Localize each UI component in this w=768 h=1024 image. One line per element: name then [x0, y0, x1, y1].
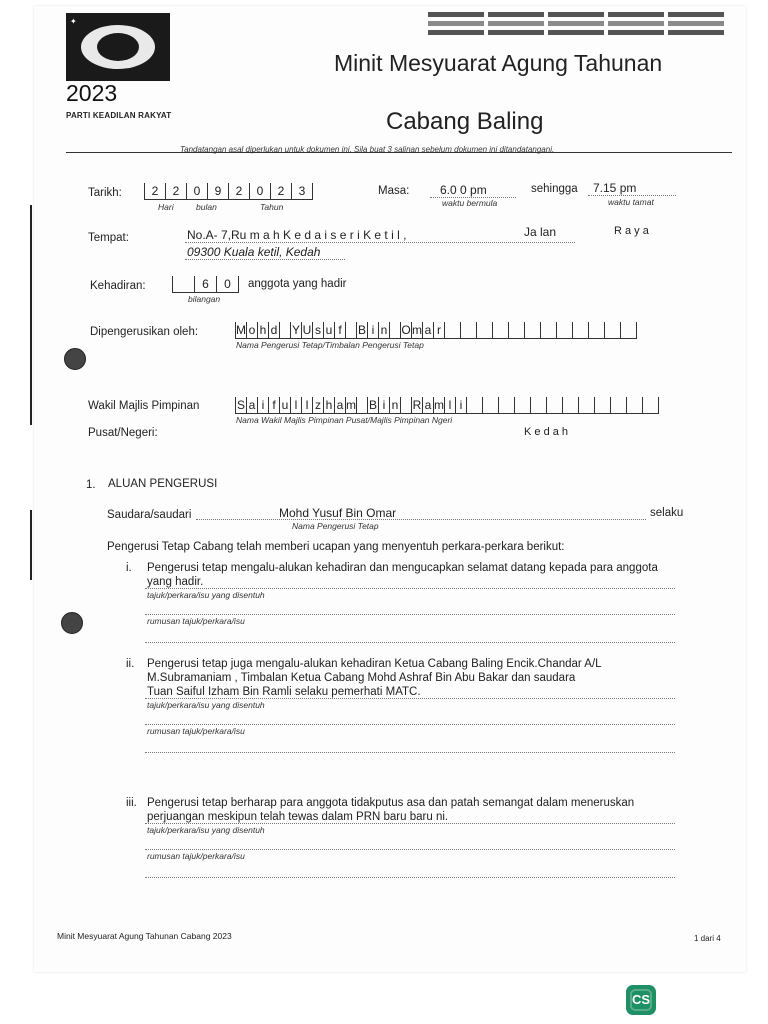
- punch-hole-2: [61, 612, 83, 634]
- char-cell: 6: [195, 276, 217, 293]
- masa-end-caption: waktu tamat: [608, 197, 654, 207]
- margin-mark-2: [30, 510, 32, 580]
- punch-hole: [64, 348, 86, 370]
- char-cell: s: [313, 322, 324, 339]
- pengerusi-label: Dipengerusikan oleh:: [90, 326, 199, 338]
- char-cell: [611, 397, 627, 414]
- char-cell: [605, 322, 621, 339]
- item-number: i.: [126, 562, 132, 574]
- wakil-label-2: Pusat/Negeri:: [88, 427, 158, 439]
- masa-label: Masa:: [378, 185, 410, 197]
- masa-end[interactable]: 7.15 pm: [593, 181, 637, 195]
- tahun-caption: Tahun: [260, 202, 284, 212]
- char-cell: i: [368, 322, 379, 339]
- char-cell: [589, 322, 605, 339]
- char-cell: [509, 322, 525, 339]
- camscanner-badge: CS: [626, 985, 656, 1015]
- char-cell: 2: [271, 183, 292, 200]
- tempat-jalan: Ja lan: [524, 225, 557, 239]
- char-cell: [357, 397, 368, 414]
- char-cell: a: [247, 397, 258, 414]
- kehadiran-field[interactable]: [172, 276, 239, 293]
- section-intro: Pengerusi Tetap Cabang telah memberi ucapan yang menyentuh perkara-perkara berikut:: [107, 541, 565, 553]
- char-cell: R: [412, 398, 422, 412]
- party-logo: ✦: [66, 13, 170, 81]
- char-cell: [483, 397, 499, 414]
- masa-start-caption: waktu bermula: [442, 198, 498, 208]
- char-cell: [515, 397, 531, 414]
- tempat-line1[interactable]: No.A- 7,Ru m a h K e d a i s e r i K e t i l ,: [187, 228, 407, 242]
- char-cell: d: [269, 322, 280, 339]
- char-cell: [573, 322, 589, 339]
- char-cell: 2: [145, 183, 166, 200]
- char-cell: l: [445, 397, 456, 414]
- char-cell: [280, 322, 291, 339]
- hari-caption: Hari: [158, 202, 174, 212]
- item-line-1[interactable]: Pengerusi tetap mengalu-alukan kehadiran dan mengucapkan selamat datang kepada para anggota: [147, 562, 658, 574]
- tempat-raya: R a y a: [614, 225, 649, 237]
- party-name: PARTI KEADILAN RAKYAT: [66, 111, 172, 120]
- char-cell: [401, 397, 412, 414]
- char-cell: [531, 397, 547, 414]
- sehingga-label: sehingga: [531, 183, 578, 195]
- char-cell: B: [357, 323, 366, 337]
- tarikh-label: Tarikh:: [88, 187, 122, 199]
- char-cell: O: [401, 323, 411, 337]
- tarikh-field[interactable]: [144, 183, 313, 200]
- char-cell: [346, 322, 357, 339]
- char-cell: f: [269, 397, 280, 414]
- char-cell: u: [280, 397, 291, 414]
- page-subtitle: Cabang Baling: [386, 108, 544, 135]
- char-cell: m: [434, 398, 444, 412]
- char-cell: h: [324, 397, 335, 414]
- kehadiran-caption: bilangan: [188, 294, 221, 304]
- saudara-label: Saudara/saudari: [107, 509, 192, 521]
- char-cell: [595, 397, 611, 414]
- tempat-label: Tempat:: [88, 232, 129, 244]
- summary-caption: rumusan tajuk/perkara/isu: [147, 851, 245, 861]
- pengerusi-field[interactable]: [235, 322, 637, 339]
- pengerusi-caption: Nama Pengerusi Tetap/Timbalan Pengerusi Tetap: [236, 340, 424, 350]
- year: 2023: [66, 80, 118, 106]
- char-cell: a: [335, 397, 346, 414]
- char-cell: [525, 322, 541, 339]
- char-cell: [621, 322, 637, 339]
- char-cell: i: [379, 397, 390, 414]
- char-cell: [579, 397, 595, 414]
- char-cell: n: [379, 322, 390, 339]
- item-line-3[interactable]: Tuan Saiful Izham Bin Ramli selaku pemerhati MATC.: [147, 686, 421, 698]
- item-number: iii.: [126, 797, 137, 809]
- char-cell: I: [302, 397, 313, 414]
- char-cell: Y: [291, 323, 300, 337]
- char-cell: [493, 322, 509, 339]
- header-stripes: [428, 12, 726, 39]
- signature-note: Tandatangan asal diperlukan untuk dokumen ini. Sila buat 3 salinan sebelum dokumen ini ditandatangani.: [180, 145, 555, 154]
- char-cell: 0: [217, 276, 239, 293]
- char-cell: [627, 397, 643, 414]
- topic-caption: tajuk/perkara/isu yang disentuh: [147, 700, 265, 710]
- char-cell: 2: [229, 183, 250, 200]
- char-cell: 0: [187, 183, 208, 200]
- char-cell: m: [412, 323, 422, 337]
- char-cell: [445, 322, 461, 339]
- chair-name[interactable]: Mohd Yusuf Bin Omar: [279, 506, 397, 520]
- item-line-1[interactable]: Pengerusi tetap juga mengalu-alukan kehadiran Ketua Cabang Baling Encik.Chandar A/L: [147, 658, 602, 670]
- char-cell: B: [368, 398, 377, 412]
- char-cell: S: [236, 398, 245, 412]
- char-cell: l: [291, 397, 302, 414]
- char-cell: [390, 322, 401, 339]
- wakil-caption: Nama Wakil Majlis Pimpinan Pusat/Majlis Pimpinan Ngeri: [236, 415, 453, 425]
- item-line-2[interactable]: yang hadir.: [147, 576, 204, 588]
- kehadiran-suffix: anggota yang hadir: [248, 278, 347, 290]
- item-line-2[interactable]: M.Subramaniam , Timbalan Ketua Cabang Mohd Ashraf Bin Abu Bakar dan saudara: [147, 672, 576, 684]
- item-line-1[interactable]: Pengerusi tetap berharap para anggota tidakputus asa dan patah semangat dalam meneruskan: [147, 797, 635, 809]
- section-number: 1.: [86, 479, 96, 491]
- char-cell: [541, 322, 557, 339]
- char-cell: o: [247, 322, 258, 339]
- char-cell: [547, 397, 563, 414]
- char-cell: i: [258, 397, 269, 414]
- char-cell: h: [258, 322, 269, 339]
- char-cell: r: [434, 322, 445, 339]
- wakil-label-1: Wakil Majlis Pimpinan: [88, 400, 200, 412]
- topic-caption: tajuk/perkara/isu yang disentuh: [147, 590, 265, 600]
- summary-caption: rumusan tajuk/perkara/isu: [147, 726, 245, 736]
- char-cell: [563, 397, 579, 414]
- selaku-label: selaku: [650, 507, 684, 519]
- section-heading: ALUAN PENGERUSI: [108, 478, 218, 490]
- margin-mark: [30, 205, 32, 425]
- char-cell: [467, 397, 483, 414]
- char-cell: a: [423, 322, 434, 339]
- summary-caption: rumusan tajuk/perkara/isu: [147, 616, 245, 626]
- item-line-2[interactable]: perjuangan meskipun telah tewas dalam PRN baru baru ni.: [147, 811, 449, 823]
- char-cell: [477, 322, 493, 339]
- char-cell: [557, 322, 573, 339]
- char-cell: 3: [292, 183, 313, 200]
- kehadiran-label: Kehadiran:: [90, 280, 146, 292]
- tempat-line2[interactable]: 09300 Kuala ketil, Kedah: [187, 245, 321, 259]
- char-cell: M: [236, 323, 246, 337]
- char-cell: [461, 322, 477, 339]
- char-cell: a: [423, 397, 434, 414]
- wakil-field[interactable]: [235, 397, 659, 414]
- chair-caption: Nama Pengerusi Tetap: [292, 521, 379, 531]
- char-cell: z: [313, 397, 324, 414]
- char-cell: m: [346, 398, 356, 412]
- footer-title: Minit Mesyuarat Agung Tahunan Cabang 2023: [57, 931, 232, 941]
- char-cell: [643, 397, 659, 414]
- bulan-caption: bulan: [196, 202, 217, 212]
- char-cell: U: [302, 323, 312, 337]
- char-cell: 2: [166, 183, 187, 200]
- char-cell: u: [324, 322, 335, 339]
- char-cell: n: [390, 397, 401, 414]
- item-number: ii.: [126, 658, 135, 670]
- char-cell: [499, 397, 515, 414]
- topic-caption: tajuk/perkara/isu yang disentuh: [147, 825, 265, 835]
- char-cell: [173, 276, 195, 293]
- char-cell: f: [335, 322, 346, 339]
- page-title: Minit Mesyuarat Agung Tahunan: [334, 50, 663, 76]
- char-cell: i: [456, 397, 467, 414]
- page-number: 1 dari 4: [694, 934, 721, 943]
- masa-start[interactable]: 6.0 0 pm: [440, 183, 487, 197]
- char-cell: 9: [208, 183, 229, 200]
- char-cell: 0: [250, 183, 271, 200]
- wakil-state[interactable]: K e d a h: [524, 426, 569, 438]
